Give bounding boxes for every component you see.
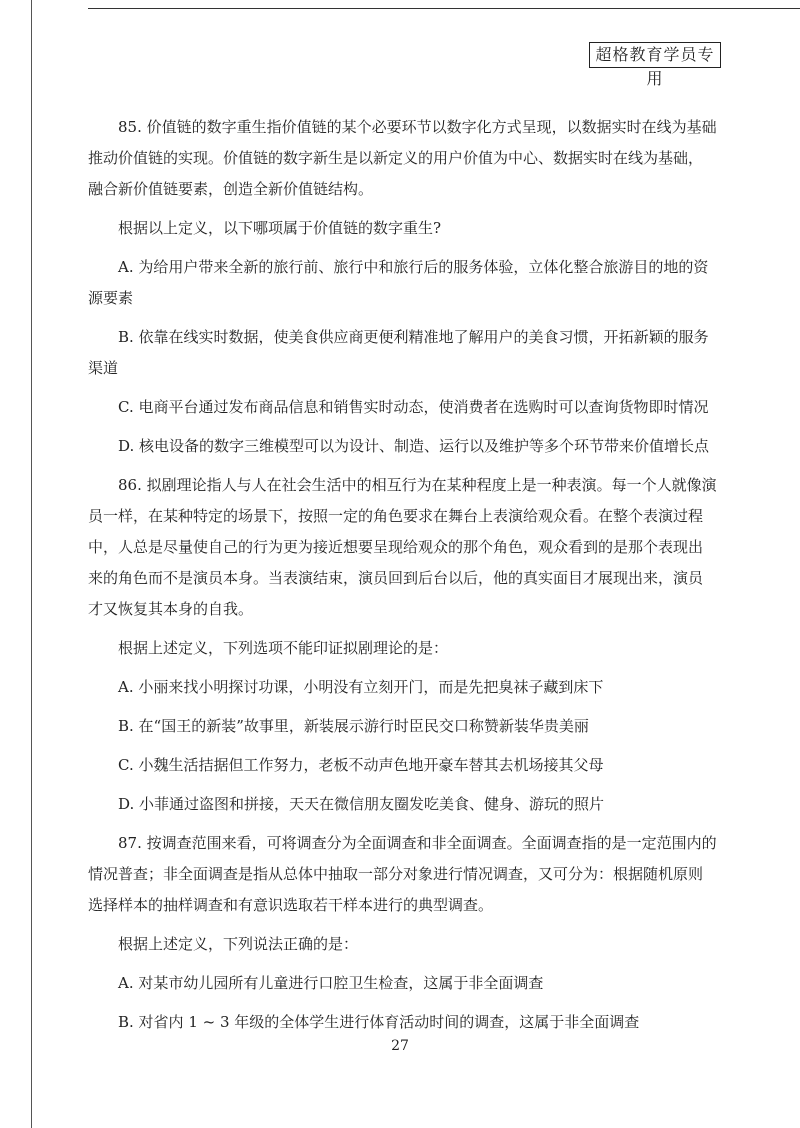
q86-stem-line: 86. 拟剧理论指人与人在社会生活中的相互行为在某种程度上是一种表演。每一个人就像演 [118, 476, 717, 494]
q87-stem-line: 选择样本的抽样调查和有意识选取若干样本进行的典型调查。 [88, 896, 494, 914]
q85-stem-line: 融合新价值链要素，创造全新价值链结构。 [88, 180, 374, 198]
q86-stem-line: 才又恢复其本身的自我。 [88, 600, 254, 618]
q87-option-b: B. 对省内 1 ~ 3 年级的全体学生进行体育活动时间的调查，这属于非全面调查 [118, 1013, 640, 1031]
q87-question: 根据上述定义，下列说法正确的是： [118, 935, 359, 953]
left-border-line [31, 0, 32, 1128]
q86-option-b: B. 在“国王的新装”故事里，新装展示游行时臣民交口称赞新装华贵美丽 [118, 717, 589, 735]
q87-option-a: A. 对某市幼儿园所有儿童进行口腔卫生检查，这属于非全面调查 [118, 974, 544, 992]
q87-stem-line: 情况普查；非全面调查是指从总体中抽取一部分对象进行情况调查，又可分为：根据随机原则 [88, 865, 704, 883]
page-number: 27 [391, 1038, 409, 1054]
q86-stem-line: 中，人总是尽量使自己的行为更为接近想要呈现给观众的那个角色，观众看到的是那个表现出 [88, 538, 704, 556]
q85-option-a-cont: 源要素 [88, 289, 134, 307]
header-badge: 超格教育学员专用 [589, 42, 721, 68]
q86-option-d: D. 小菲通过盗图和拼接，天天在微信朋友圈发吃美食、健身、游玩的照片 [118, 795, 605, 813]
q85-option-b-cont: 渠道 [88, 359, 119, 377]
q85-option-c: C. 电商平台通过发布商品信息和销售实时动态，使消费者在选购时可以查询货物即时情况 [118, 398, 709, 416]
q86-stem-line: 员一样，在某种特定的场景下，按照一定的角色要求在舞台上表演给观众看。在整个表演过程 [88, 507, 704, 525]
q86-stem-line: 来的角色而不是演员本身。当表演结束，演员回到后台以后，他的真实面目才展现出来，演员 [88, 569, 704, 587]
q85-option-a: A. 为给用户带来全新的旅行前、旅行中和旅行后的服务体验，立体化整合旅游目的地的资 [118, 258, 709, 276]
question-85 [88, 112, 748, 462]
q86-question: 根据上述定义，下列选项不能印证拟剧理论的是： [118, 639, 449, 657]
q85-stem-line: 85. 价值链的数字重生指价值链的某个必要环节以数字化方式呈现，以数据实时在线为基础 [118, 118, 717, 136]
q86-option-a: A. 小丽来找小明探讨功课，小明没有立刻开门，而是先把臭袜子藏到床下 [118, 678, 604, 696]
q85-stem-line: 推动价值链的实现。价值链的数字新生是以新定义的用户价值为中心、数据实时在线为基础， [88, 149, 704, 167]
top-border-line [88, 8, 800, 9]
q87-stem-line: 87. 按调查范围来看，可将调查分为全面调查和非全面调查。全面调查指的是一定范围内的 [118, 834, 717, 852]
q85-question: 根据以上定义，以下哪项属于价值链的数字重生? [118, 219, 442, 237]
q86-option-c: C. 小魏生活拮据但工作努力，老板不动声色地开豪车替其去机场接其父母 [118, 756, 604, 774]
question-86 [88, 470, 748, 820]
q85-option-d: D. 核电设备的数字三维模型可以为设计、制造、运行以及维护等多个环节带来价值增长点 [118, 437, 710, 455]
question-87 [88, 828, 748, 1038]
page-content [88, 112, 748, 1038]
q85-option-b: B. 依靠在线实时数据，使美食供应商更便利精准地了解用户的美食习惯，开拓新颖的服务 [118, 328, 709, 346]
